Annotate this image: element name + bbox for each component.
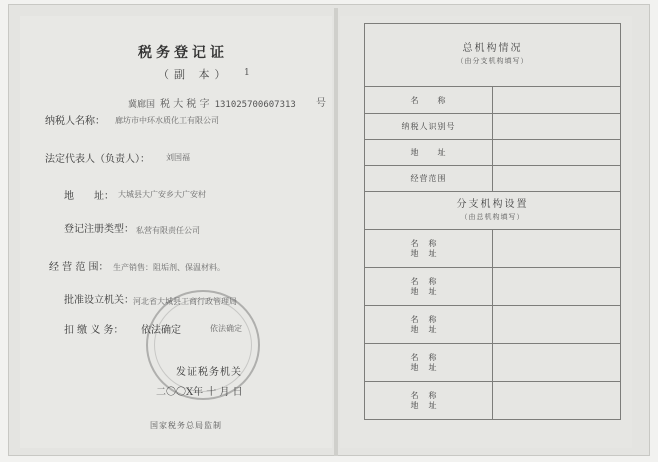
withholding-label: 扣 缴 义 务：	[64, 325, 124, 336]
certificate-title: 税务登记证	[138, 45, 228, 61]
business-scope-value: 生产销售：阻垢剂、保温材料。	[113, 263, 225, 272]
branch-address-label: 地址	[410, 363, 447, 372]
issue-date: 二〇〇X年 十 月 日	[156, 387, 243, 398]
branch-row-labels	[365, 268, 493, 306]
head-office-taxid-value	[493, 114, 621, 140]
branch-row-value	[493, 382, 621, 420]
branch-title: 分支机构设置	[456, 198, 529, 210]
address-label: 地 址：	[64, 191, 114, 202]
institution-table	[364, 23, 621, 420]
head-office-name-value	[493, 87, 621, 114]
branch-address-label: 地址	[410, 401, 447, 410]
approval-authority-label: 批准设立机关：	[64, 295, 134, 306]
head-office-address-label: 地 址	[365, 140, 493, 166]
issuing-authority: 发证税务机关	[176, 367, 242, 378]
withholding-value-filled: 依法确定	[210, 324, 242, 333]
branch-row-labels	[365, 230, 493, 268]
address-value: 大城县大广安乡大广安村	[118, 190, 206, 199]
registration-number: 131025700607313	[214, 100, 296, 110]
branch-row-value	[493, 306, 621, 344]
branch-name-label: 名称	[410, 239, 447, 248]
taxpayer-name-value: 廊坊市中环水质化工有限公司	[115, 116, 219, 125]
branch-row-value	[493, 344, 621, 382]
taxpayer-name-label: 纳税人名称：	[45, 116, 105, 127]
branch-row-value	[493, 268, 621, 306]
head-office-address-value	[493, 140, 621, 166]
approval-authority-value: 河北省大城县工商行政管理局	[133, 297, 237, 306]
registration-type-label: 登记注册类型：	[64, 224, 134, 235]
business-scope-label: 经 营 范 围：	[49, 262, 109, 273]
branch-header	[365, 192, 621, 230]
branch-address-label: 地址	[410, 325, 447, 334]
branch-name-label: 名称	[410, 391, 447, 400]
head-office-name-label: 名 称	[365, 87, 493, 114]
branch-subtitle: （由总机构填写）	[460, 212, 525, 221]
registration-hao: 号	[316, 98, 326, 109]
legal-rep-value: 刘国福	[166, 153, 190, 162]
head-office-title: 总机构情况	[462, 43, 523, 54]
branch-row-value	[493, 230, 621, 268]
head-office-scope-label: 经营范围	[365, 166, 493, 192]
legal-rep-label: 法定代表人（负责人）：	[45, 154, 150, 165]
branch-name-label: 名称	[410, 277, 447, 286]
registration-number-row	[128, 95, 296, 110]
branch-row-labels	[365, 306, 493, 344]
branch-name-label: 名称	[410, 315, 447, 324]
registration-type-value: 私营有限责任公司	[136, 226, 200, 235]
registration-mid: 税 大 税 字	[160, 99, 210, 110]
head-office-taxid-label: 纳税人识别号	[365, 114, 493, 140]
branch-row-labels	[365, 382, 493, 420]
certificate-subtitle: （副 本）	[158, 68, 231, 81]
copy-number: 1	[244, 68, 250, 78]
head-office-header	[365, 24, 621, 87]
head-office-subtitle: （由分支机构填写）	[456, 57, 529, 65]
printer-note: 国家税务总局监制	[150, 421, 222, 430]
branch-address-label: 地址	[410, 287, 447, 296]
branch-name-label: 名称	[410, 353, 447, 362]
branch-address-label: 地址	[410, 249, 447, 258]
page-fold	[334, 8, 338, 456]
withholding-value: 依法确定	[141, 325, 181, 336]
registration-prefix: 冀廊国	[128, 100, 156, 110]
branch-row-labels	[365, 344, 493, 382]
head-office-scope-value	[493, 166, 621, 192]
